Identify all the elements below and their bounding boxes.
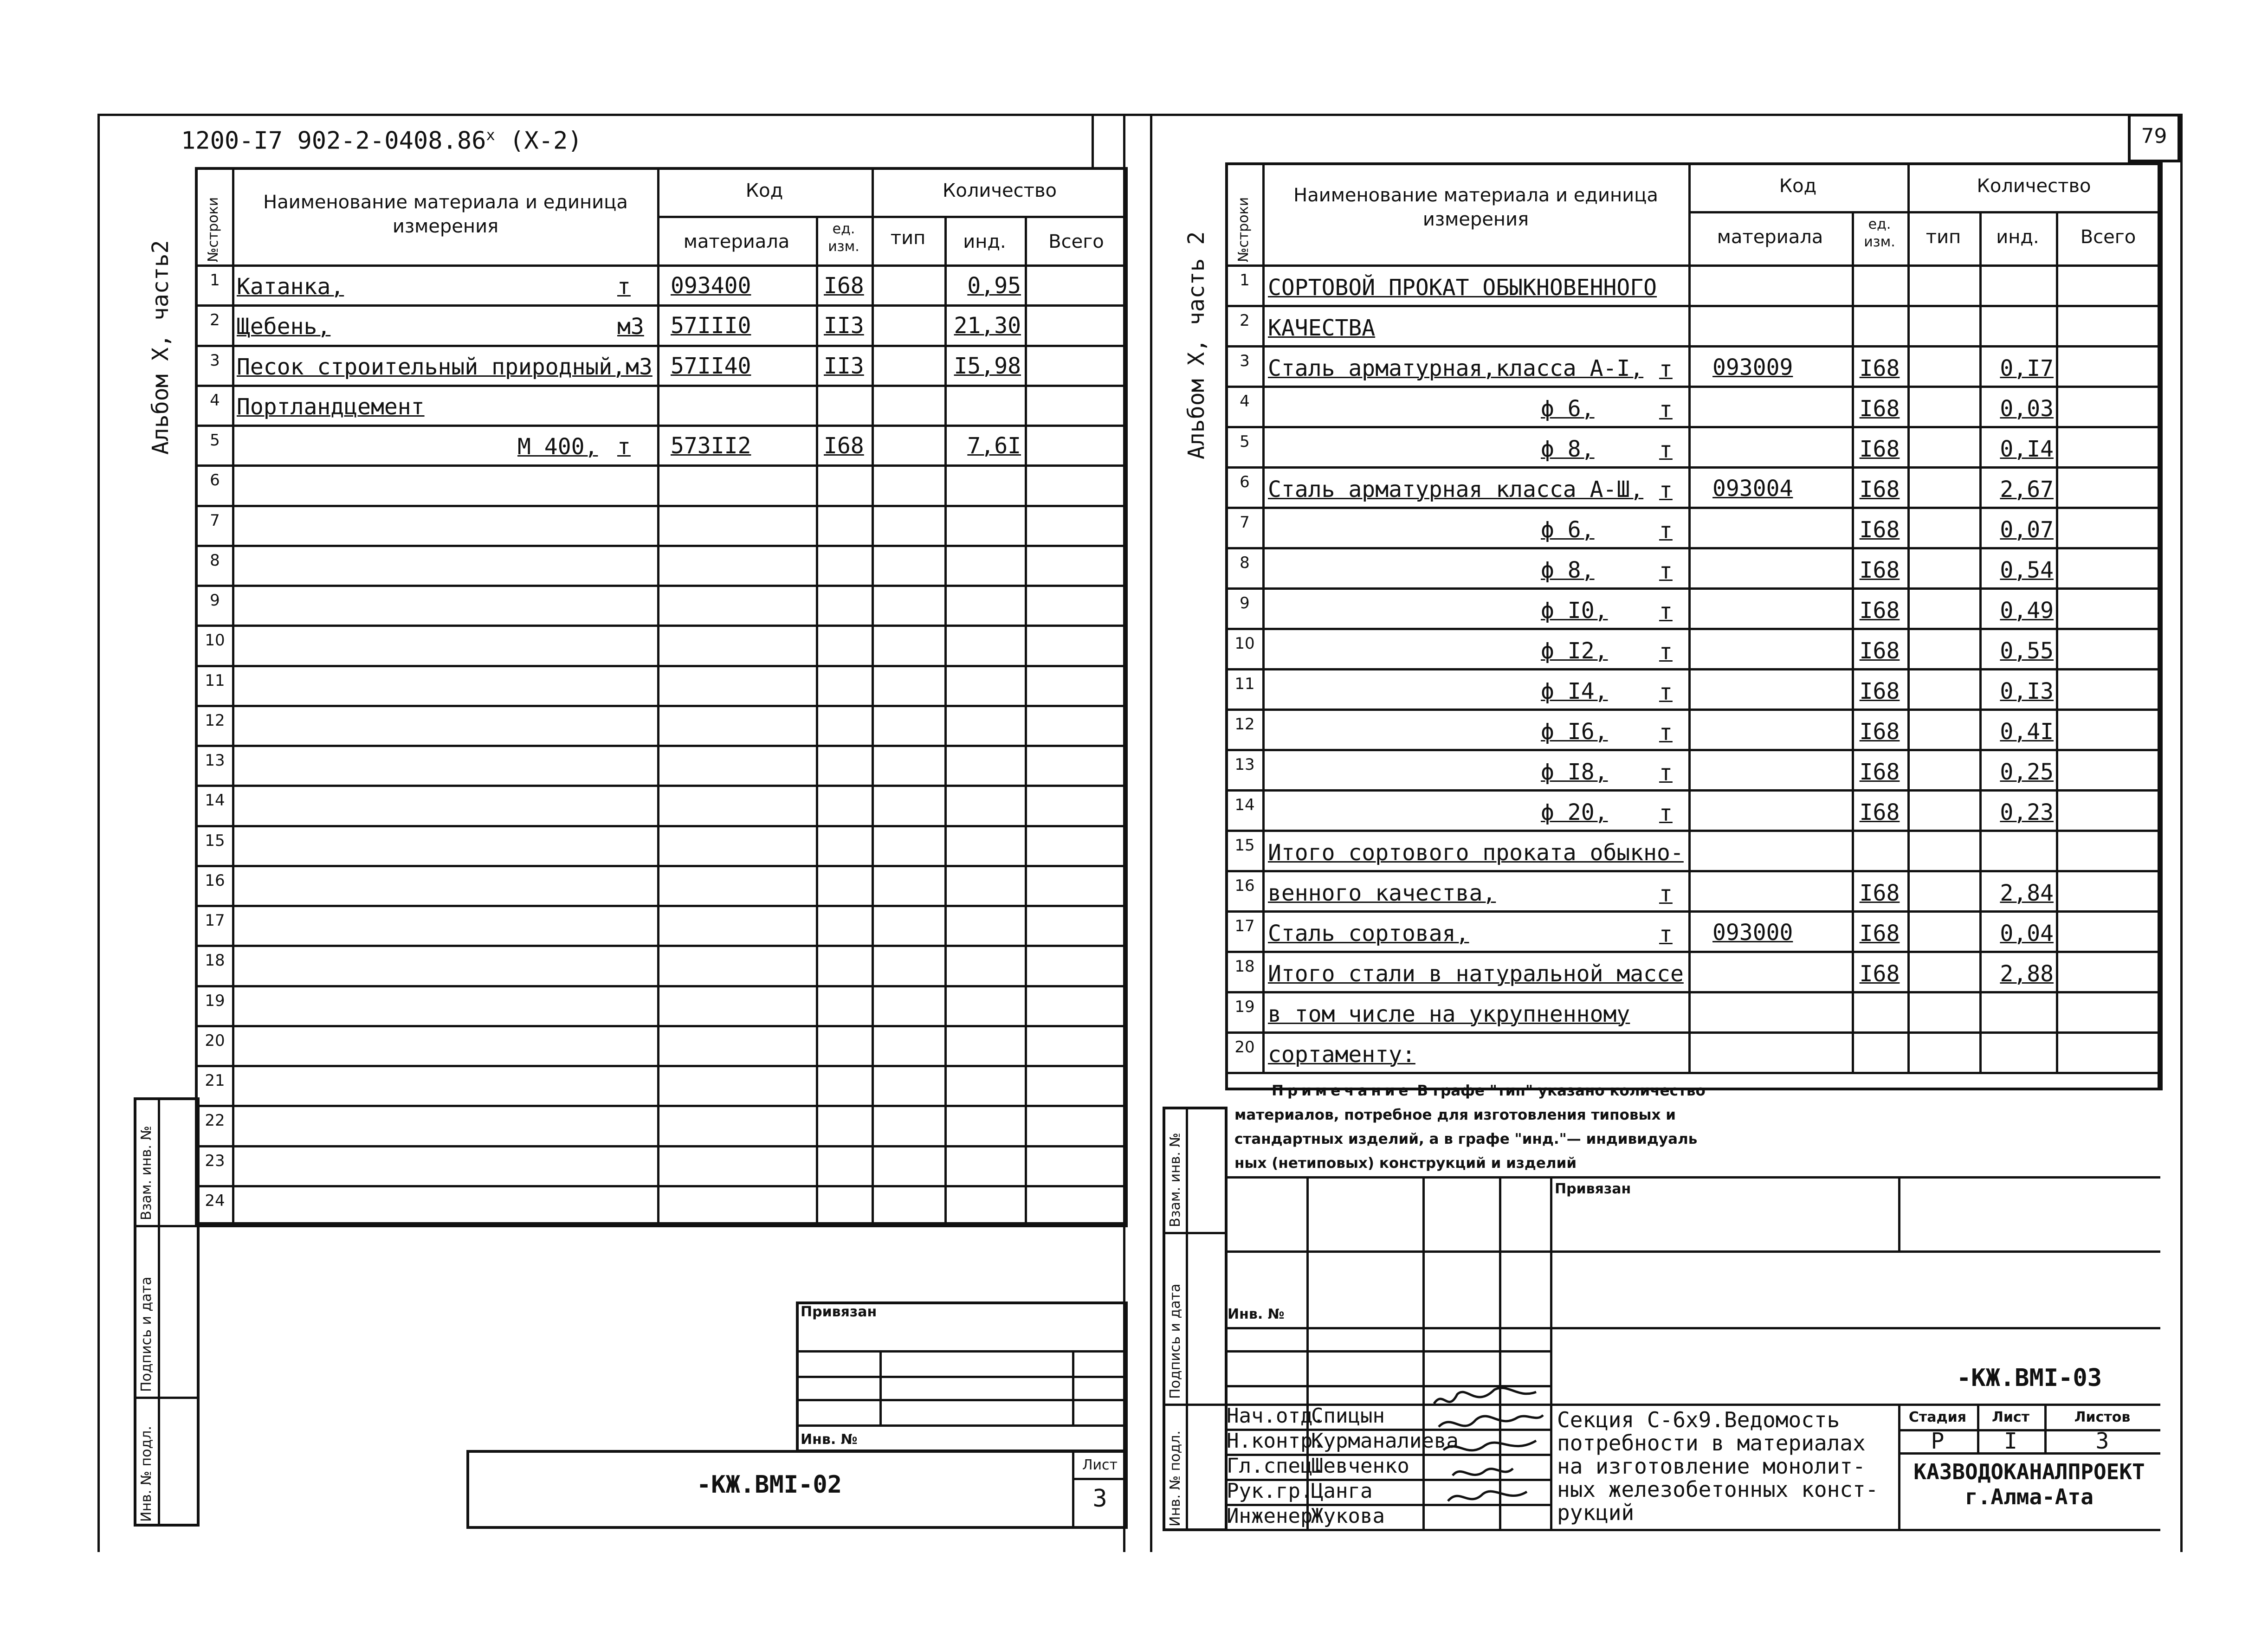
right-note-line-3: стандартных изделий, а в графе "инд."— индивидуаль [1234, 1131, 1698, 1147]
right-row-unit: I68 [1859, 961, 1900, 987]
right-row-name: Сталь арматурная класса А-Ш, [1268, 477, 1644, 503]
right-people-name: Жукова [1311, 1504, 1385, 1528]
right-row-ind: 0,54 [2000, 557, 2054, 583]
right-side-label-3: Инв. № подл. [1167, 1430, 1183, 1527]
right-row-line [1225, 507, 2160, 509]
right-row-line [1225, 870, 2160, 872]
right-people-role: Н.контр. [1227, 1429, 1325, 1453]
right-people-name: Шевченко [1311, 1454, 1409, 1478]
left-row-number: 18 [205, 951, 225, 970]
left-row-number: 19 [205, 991, 225, 1010]
left-side-label-1: Взам. инв. № [138, 1126, 155, 1220]
left-side-label-3: Инв. № подл. [138, 1426, 155, 1522]
left-col-ind [1025, 216, 1027, 1225]
right-row-name: СОРТОВОЙ ПРОКАТ ОБЫКНОВЕННОГО [1268, 275, 1657, 301]
right-row-name: ϕ 6, [1541, 517, 1595, 543]
left-row-number: 23 [205, 1151, 225, 1170]
left-row-name: Песок строительный природный,м3 [237, 354, 653, 380]
left-sheet-left-edge [97, 114, 100, 1552]
right-row-number: 19 [1234, 998, 1255, 1016]
right-sheet-right-edge [2180, 114, 2183, 1552]
right-row-unit: I68 [1859, 355, 1900, 381]
right-row-ind: 0,25 [2000, 759, 2054, 785]
right-row-unit-text: т [1659, 356, 1673, 382]
left-col-material [816, 216, 818, 1225]
right-row-ind: 0,I3 [2000, 678, 2054, 704]
left-row-code: 573II2 [671, 433, 751, 459]
left-stamp-line-b [796, 1376, 1128, 1378]
right-row-name: Итого сортового проката обыкно- [1268, 840, 1684, 866]
right-stamp-org-city: г.Алма-Ата [1965, 1484, 2094, 1509]
left-row-number: 4 [210, 391, 220, 410]
left-row-number: 20 [205, 1031, 225, 1050]
right-row-ind: 0,I7 [2000, 355, 2054, 381]
left-stamp-v1 [879, 1350, 882, 1424]
right-row-unit: I68 [1859, 517, 1900, 543]
left-row-unit: I68 [824, 433, 864, 459]
right-row-number: 16 [1234, 876, 1255, 895]
right-col-n [1262, 162, 1265, 1072]
left-side-stamp-line-1 [134, 1225, 200, 1227]
right-stamp-inv: Инв. № [1228, 1306, 1285, 1322]
left-stamp-sheet-no: 3 [1092, 1485, 1107, 1513]
right-row-unit-text: т [1659, 760, 1673, 786]
right-row-unit-text: т [1659, 639, 1673, 665]
right-row-line [1225, 749, 2160, 751]
left-row-line [195, 905, 1128, 907]
right-header-material: материала [1717, 226, 1823, 248]
right-stamp-org-name: КАЗВОДОКАНАЛПРОЕКТ [1913, 1459, 2145, 1484]
right-header-unit: ед. изм. [1864, 216, 1895, 250]
left-col-type [944, 216, 947, 1225]
right-row-number: 3 [1240, 352, 1250, 370]
left-row-line [195, 385, 1128, 387]
left-row-unit-text: м3 [617, 314, 644, 340]
right-row-ind: 0,4I [2000, 719, 2054, 745]
right-row-name: ϕ I6, [1541, 719, 1608, 745]
right-row-code: 093004 [1712, 476, 1793, 502]
left-row-unit: I68 [824, 273, 864, 299]
left-stamp-code: -КЖ.ВМI-02 [696, 1471, 842, 1499]
right-row-unit: I68 [1859, 598, 1900, 624]
left-row-line [195, 1065, 1128, 1067]
right-people-role: Рук.гр. [1227, 1479, 1313, 1503]
left-row-number: 24 [205, 1191, 225, 1210]
right-row-number: 10 [1234, 634, 1255, 653]
left-header-unit: ед. изм. [828, 221, 859, 255]
right-row-ind: 2,88 [2000, 961, 2054, 987]
right-row-line [1225, 426, 2160, 428]
left-row-line [195, 425, 1128, 427]
right-row-unit: I68 [1859, 477, 1900, 503]
right-row-number: 18 [1234, 957, 1255, 976]
right-col-unit [1907, 162, 1910, 1072]
left-row-number: 2 [210, 311, 220, 330]
left-row-ind: 0,95 [967, 273, 1021, 299]
left-row-name: М 400, [517, 434, 598, 460]
right-row-line [1225, 789, 2160, 792]
left-header-divider [1092, 114, 1094, 167]
right-row-name: сортаменту: [1268, 1042, 1415, 1068]
right-stamp-code-top [1550, 1327, 2160, 1329]
right-row-name: ϕ I2, [1541, 638, 1608, 664]
right-row-name: ϕ I4, [1541, 678, 1608, 704]
left-row-line [195, 985, 1128, 987]
right-side-stamp-divider [1186, 1107, 1188, 1531]
left-row-line [195, 304, 1128, 307]
right-row-ind: 2,67 [2000, 477, 2054, 503]
left-row-number: 22 [205, 1111, 225, 1130]
left-album-label: Альбом X, часть2 [148, 240, 174, 455]
left-row-ind: I5,98 [954, 353, 1021, 379]
left-row-number: 15 [205, 831, 225, 850]
right-stamp-code-bottom [1550, 1404, 2160, 1406]
left-row-line [195, 785, 1128, 787]
left-row-number: 17 [205, 911, 225, 930]
right-row-line [1225, 668, 2160, 670]
left-header-bottom [195, 264, 1128, 267]
right-side-stamp-line-2 [1163, 1404, 1228, 1406]
right-header-quantity: Количество [1977, 175, 2091, 197]
left-stamp-sheet-label: Лист [1082, 1457, 1118, 1473]
left-row-line [195, 1185, 1128, 1187]
left-row-unit: II3 [824, 353, 864, 379]
left-row-number: 21 [205, 1071, 225, 1090]
right-stamp-org [1898, 1459, 2160, 1509]
right-row-number: 7 [1240, 513, 1250, 532]
right-row-ind: 2,84 [2000, 880, 2054, 906]
right-header-ind: инд. [1996, 226, 2039, 248]
right-row-name: КАЧЕСТВА [1268, 315, 1376, 341]
right-note-text-1: В графе "тип" указано количество [1417, 1082, 1706, 1099]
right-header-code: Код [1779, 175, 1817, 197]
right-side-stamp-line-1 [1163, 1232, 1228, 1234]
right-row-unit-text: т [1659, 437, 1673, 463]
right-row-unit-text: т [1659, 599, 1673, 625]
right-header-type: тип [1926, 226, 1961, 248]
right-row-ind: 0,23 [2000, 799, 2054, 825]
right-row-number: 14 [1234, 796, 1255, 814]
right-stamp-title-line-4: ных железобетонных конст- [1557, 1477, 1879, 1502]
left-row-number: 5 [210, 431, 220, 450]
right-stamp-title-line-1: Секция С-6х9.Ведомость [1557, 1407, 1840, 1432]
right-note-line-4: ных (нетиповых) конструкций и изделий [1234, 1155, 1577, 1172]
left-row-number: 7 [210, 511, 220, 530]
right-row-name: Сталь сортовая, [1268, 921, 1469, 947]
right-stamp-sheet: I [2004, 1428, 2017, 1454]
right-people-name: Курманалиева [1311, 1429, 1459, 1453]
right-people-role: Инженер [1227, 1504, 1313, 1528]
left-row-line [195, 705, 1128, 707]
right-row-line [1225, 466, 2160, 469]
signatures-icon [1425, 1385, 1550, 1529]
right-stamp-sheets: 3 [2095, 1428, 2109, 1454]
left-row-line [195, 865, 1128, 867]
right-row-unit-text: т [1659, 397, 1673, 423]
right-row-unit-text: т [1659, 558, 1673, 584]
right-row-line [1225, 587, 2160, 590]
right-row-unit: I68 [1859, 759, 1900, 785]
right-row-number: 4 [1240, 392, 1250, 411]
right-people-role: Гл.спец. [1227, 1454, 1325, 1478]
right-people-name: Спицын [1311, 1404, 1385, 1428]
right-row-unit: I68 [1859, 799, 1900, 825]
right-col-name [1688, 162, 1691, 1072]
left-row-name: Катанка, [237, 274, 344, 300]
left-row-number: 14 [205, 791, 225, 810]
left-row-number: 16 [205, 871, 225, 890]
right-row-unit-text: т [1659, 477, 1673, 503]
right-note-line-2: материалов, потребное для изготовления типовых и [1234, 1107, 1676, 1123]
right-row-code: 093000 [1712, 920, 1793, 946]
right-row-line [1225, 628, 2160, 630]
right-row-unit: I68 [1859, 678, 1900, 704]
right-row-number: 6 [1240, 473, 1250, 491]
left-stamp-top [195, 1225, 1128, 1227]
right-row-unit-text: т [1659, 518, 1673, 544]
right-stamp-code: -КЖ.ВМI-03 [1956, 1364, 2102, 1392]
left-row-line [195, 1145, 1128, 1147]
left-side-stamp-divider [158, 1097, 160, 1527]
right-header-row-no: №строки [1235, 197, 1252, 262]
right-row-line [1225, 991, 2160, 993]
right-row-name: ϕ 6, [1541, 396, 1595, 422]
left-row-line [195, 945, 1128, 947]
right-row-name: венного качества, [1268, 880, 1496, 906]
right-row-number: 2 [1240, 311, 1250, 330]
right-stamp-stage: Р [1931, 1428, 1945, 1454]
right-col-material [1852, 211, 1854, 1072]
left-row-code: 093400 [671, 273, 751, 299]
right-row-number: 8 [1240, 554, 1250, 572]
left-row-number: 13 [205, 751, 225, 770]
right-stamp-line-3 [1225, 1350, 1550, 1353]
right-row-line [1225, 910, 2160, 913]
left-row-line [195, 345, 1128, 347]
right-row-number: 1 [1240, 271, 1250, 290]
right-stamp-v4 [1550, 1176, 1552, 1529]
right-row-line [1225, 830, 2160, 832]
right-row-number: 20 [1234, 1038, 1255, 1057]
left-stamp-line-a [796, 1350, 1128, 1353]
left-row-ind: 7,6I [967, 433, 1021, 459]
right-row-unit: I68 [1859, 638, 1900, 664]
left-row-line [195, 505, 1128, 507]
right-row-number: 12 [1234, 715, 1255, 734]
left-row-ind: 21,30 [954, 313, 1021, 339]
right-col-ind [2056, 211, 2058, 1072]
left-side-stamp-line-2 [134, 1397, 200, 1399]
right-stamp-sheets-label: Листов [2074, 1409, 2131, 1425]
left-stamp-inv: Инв. № [801, 1431, 858, 1448]
right-row-name: ϕ I8, [1541, 759, 1608, 785]
right-sheet-left-edge [1150, 114, 1152, 1552]
left-row-line [195, 745, 1128, 747]
left-row-line [195, 825, 1128, 827]
right-row-line [1225, 386, 2160, 388]
left-header-row-no: №строки [205, 197, 221, 262]
right-header-name: Наименование материала и единица измерения [1293, 185, 1658, 230]
left-row-number: 11 [205, 671, 225, 690]
left-row-line [195, 665, 1128, 667]
left-row-code: 57III0 [671, 313, 751, 339]
right-row-unit: I68 [1859, 880, 1900, 906]
right-row-unit: I68 [1859, 436, 1900, 462]
right-row-code: 093009 [1712, 354, 1793, 380]
left-row-line [195, 1025, 1128, 1027]
right-header-total: Всего [2080, 226, 2136, 248]
right-row-unit: I68 [1859, 719, 1900, 745]
right-row-name: ϕ 8, [1541, 436, 1595, 462]
right-side-label-1: Взам. инв. № [1167, 1133, 1183, 1227]
left-row-line [195, 545, 1128, 547]
left-header-type: тип [890, 227, 926, 249]
left-row-name: Щебень, [237, 314, 331, 340]
left-row-line [195, 1105, 1128, 1107]
left-row-code: 57II40 [671, 353, 751, 379]
left-row-number: 10 [205, 631, 225, 650]
left-stamp-line-d [796, 1424, 1128, 1427]
right-row-line [1225, 709, 2160, 711]
right-note-line-1 [1234, 1079, 1706, 1103]
right-row-number: 17 [1234, 917, 1255, 935]
right-row-name: ϕ 20, [1541, 799, 1608, 825]
left-row-line [195, 625, 1128, 627]
left-row-number: 6 [210, 471, 220, 490]
right-row-number: 5 [1240, 432, 1250, 451]
right-stamp-title [1557, 1408, 1878, 1524]
left-header-quantity: Количество [942, 180, 1057, 201]
right-row-line [1225, 951, 2160, 953]
right-row-unit-text: т [1659, 679, 1673, 705]
left-row-number: 1 [210, 271, 220, 290]
right-row-unit: I68 [1859, 921, 1900, 947]
right-stamp-privyazan: Привязан [1555, 1181, 1631, 1197]
right-row-ind: 0,55 [2000, 638, 2054, 664]
left-row-unit-text: т [617, 434, 631, 460]
right-header-bottom [1225, 264, 2160, 267]
right-stamp-title-line-2: потребности в материалах [1557, 1430, 1866, 1456]
right-note-top [1225, 1072, 2160, 1074]
right-row-ind: 0,03 [2000, 396, 2054, 422]
right-row-unit: I68 [1859, 557, 1900, 583]
right-row-unit-text: т [1659, 720, 1673, 746]
left-header-name: Наименование материала и единица измерения [263, 192, 628, 237]
left-row-number: 12 [205, 711, 225, 730]
right-stamp-v5 [1898, 1176, 1900, 1250]
left-side-label-2: Подпись и дата [138, 1276, 155, 1392]
right-stamp-line-1 [1225, 1250, 2160, 1253]
left-row-name: Портландцемент [237, 393, 425, 420]
left-header-ind: инд. [963, 231, 1006, 252]
left-stamp-sheet-line [1072, 1478, 1128, 1480]
right-stamp-top [1225, 1176, 2160, 1179]
left-row-line [195, 585, 1128, 587]
left-stamp-privyazan: Привязан [801, 1304, 877, 1320]
right-row-ind: 0,I4 [2000, 436, 2054, 462]
left-header-material: материала [683, 231, 790, 252]
right-row-number: 9 [1240, 594, 1250, 612]
right-note-title: Примечание [1272, 1082, 1412, 1099]
right-col-type [1979, 211, 1982, 1072]
left-row-line [195, 464, 1128, 467]
right-sheet-top-edge [1150, 114, 2180, 116]
left-row-number: 9 [210, 591, 220, 610]
right-row-name: ϕ I0, [1541, 598, 1608, 624]
right-stamp-sheet-label: Лист [1991, 1409, 2030, 1425]
right-stamp-line-2 [1225, 1327, 1550, 1329]
right-row-unit-text: т [1659, 881, 1673, 907]
right-row-ind: 0,07 [2000, 517, 2054, 543]
right-row-line [1225, 1031, 2160, 1034]
right-row-number: 11 [1234, 675, 1255, 693]
right-row-line [1225, 345, 2160, 348]
right-row-number: 15 [1234, 836, 1255, 855]
right-note [1234, 1079, 1706, 1175]
right-row-number: 13 [1234, 755, 1255, 774]
right-stamp-title-line-5: рукций [1557, 1500, 1635, 1525]
right-people-name: Цанга [1311, 1479, 1373, 1503]
right-row-ind: 0,04 [2000, 921, 2054, 947]
right-people-role: Нач.отд. [1227, 1404, 1325, 1428]
page-number: 79 [2141, 124, 2167, 148]
right-stamp-title-line-3: на изготовление монолит- [1557, 1454, 1866, 1479]
right-row-ind: 0,49 [2000, 598, 2054, 624]
right-col-total [2160, 162, 2163, 1090]
left-stamp-line-c [796, 1399, 1128, 1401]
right-stamp-stage-label: Стадия [1908, 1409, 1967, 1425]
right-row-name: Итого стали в натуральной массе [1268, 961, 1684, 987]
left-header-total: Всего [1048, 231, 1104, 252]
right-header-mid [1688, 211, 2160, 213]
right-row-name: ϕ 8, [1541, 557, 1595, 583]
left-row-unit-text: т [617, 274, 631, 300]
right-side-label-2: Подпись и дата [1167, 1283, 1183, 1399]
right-row-line [1225, 305, 2160, 307]
right-row-name: Сталь арматурная,класса А-I, [1268, 355, 1644, 381]
left-header-code: Код [745, 180, 783, 201]
right-row-unit-text: т [1659, 921, 1673, 947]
left-row-unit: II3 [824, 313, 864, 339]
right-row-name: в том числе на укрупненному [1268, 1001, 1630, 1027]
left-doc-code: 1200-I7 902-2-0408.86$^x$ (X-2) [181, 126, 582, 155]
left-sheet-top-edge [97, 114, 1151, 116]
right-row-line [1225, 547, 2160, 549]
left-row-number: 8 [210, 551, 220, 570]
right-row-unit: I68 [1859, 396, 1900, 422]
left-row-number: 3 [210, 351, 220, 370]
left-stamp-v2 [1072, 1350, 1074, 1424]
right-album-label: Альбом X, часть 2 [1183, 231, 1209, 459]
left-header-mid [657, 216, 1128, 218]
right-row-unit-text: т [1659, 800, 1673, 826]
